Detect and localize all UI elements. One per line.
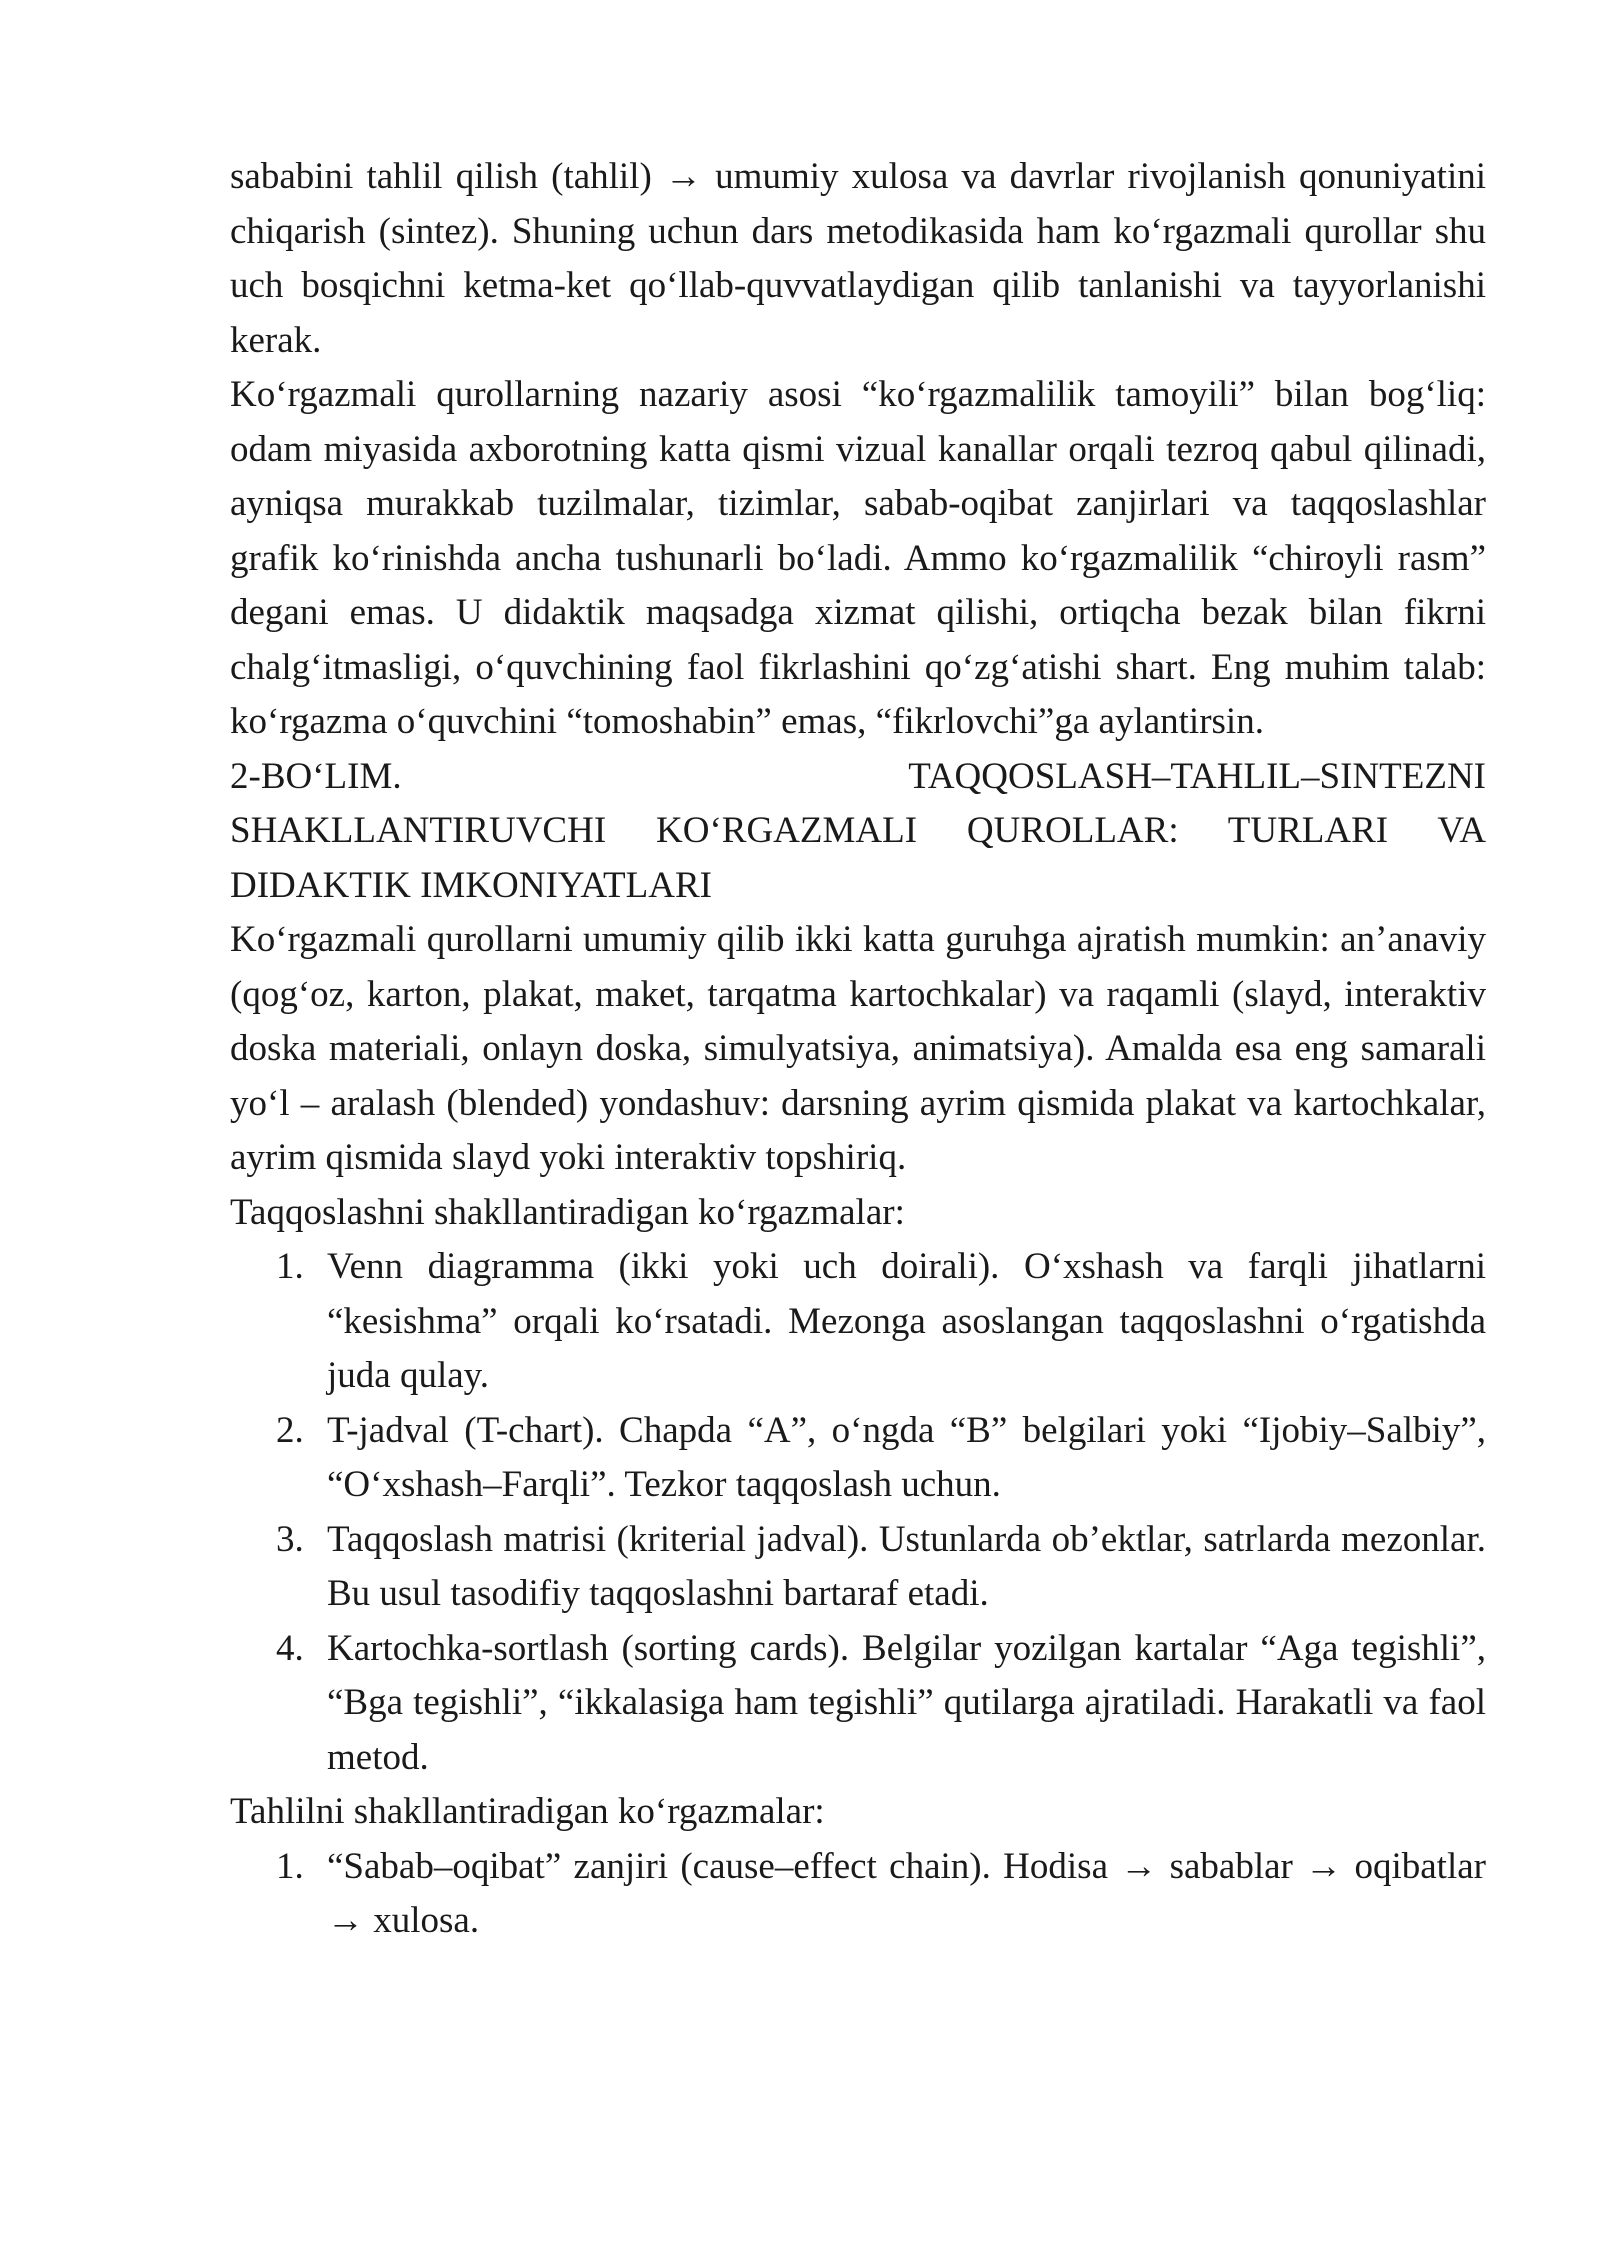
list-item-number: 4. xyxy=(276,1627,304,1669)
list-item xyxy=(230,1513,1486,1622)
section-heading-first-line xyxy=(230,750,1486,805)
comparison-list xyxy=(230,1240,1486,1785)
document-page xyxy=(230,150,1486,1949)
list-item-number: 1. xyxy=(276,1845,304,1887)
section-label: 2-BO‘LIM. xyxy=(230,755,402,797)
list-item-number: 2. xyxy=(276,1409,304,1451)
list-item xyxy=(230,1840,1486,1949)
list-item xyxy=(230,1240,1486,1404)
groups-paragraph: Ko‘rgazmali qurollarni umumiy qilib ikki katta guruhga ajratish mumkin: an’anaviy (qog‘oz, karton, plakat, maket, tarqatma kartochkalar) va raqamli (slayd, interaktiv doska materiali, onlayn doska, simulyatsiya, animatsiya). Amalda esa eng samarali yo‘l – aralash (blended) yondashuv: darsning ayrim qismida plakat va kartochkalar, ayrim qismida slayd yoki interaktiv topshiriq. xyxy=(230,919,1486,1178)
section-title-start: TAQQOSLASH–TAHLIL–SINTEZNI xyxy=(908,755,1486,797)
theory-paragraph: Ko‘rgazmali qurollarning nazariy asosi “ko‘rgazmalilik tamoyili” bilan bog‘liq: odam miyasida axborotning katta qismi vizual kanallar orqali tezroq qabul qilinadi, ayniqsa murakkab tuzilmalar, tizimlar, sabab-oqibat zanjirlari va taqqoslashlar grafik ko‘rinishda ancha tushunarli bo‘ladi. Ammo ko‘rgazmalilik “chiroyli rasm” degani emas. U didaktik maqsadga xizmat qilishi, ortiqcha bezak bilan fikrni chalg‘itmasligi, o‘quvchining faol fikrlashini qo‘zg‘atishi shart. Eng muhim talab: ko‘rgazma o‘quvchini “tomoshabin” emas, “fikrlovchi”ga aylantirsin. xyxy=(230,374,1486,742)
list-item-text: T-jadval (T-chart). Chapda “A”, o‘ngda “B” belgilari yoki “Ijobiy–Salbiy”, “O‘xshash–Farqli”. Tezkor taqqoslash uchun. xyxy=(327,1409,1486,1505)
list-item-text: Kartochka-sortlash (sorting cards). Belgilar yozilgan kartalar “Aga tegishli”, “Bga tegishli”, “ikkalasiga ham tegishli” qutilarga ajratiladi. Harakatli va faol metod. xyxy=(327,1627,1486,1778)
list-item-text: Taqqoslash matrisi (kriterial jadval). Ustunlarda ob’ektlar, satrlarda mezonlar. Bu usul tasodifiy taqqoslashni bartaraf etadi. xyxy=(327,1518,1486,1614)
list-item-number: 3. xyxy=(276,1518,304,1560)
list-item-number: 1. xyxy=(276,1246,304,1287)
comparison-heading: Taqqoslashni shakllantiradigan ko‘rgazmalar: xyxy=(230,1191,905,1233)
list-item xyxy=(230,1622,1486,1786)
list-item-text: Venn diagramma (ikki yoki uch doirali). O‘xshash va farqli jihatlarni “kesishma” orqali ko‘rsatadi. Mezonga asoslangan taqqoslashni o‘rgatishda juda qulay. xyxy=(327,1246,1486,1396)
analysis-list xyxy=(230,1840,1486,1949)
intro-paragraph: sababini tahlil qilish (tahlil) → umumiy xulosa va davrlar rivojlanish qonuniyatini chiqarish (sintez). Shuning uchun dars metodikasida ham ko‘rgazmali qurollar shu uch bosqichni ketma-ket qo‘llab-quvvatlaydigan qilib tanlanishi va tayyorlanishi kerak. xyxy=(230,156,1486,361)
list-item xyxy=(230,1404,1486,1513)
list-item-text: “Sabab–oqibat” zanjiri (cause–effect chain). Hodisa → sabablar → oqibatlar → xulosa. xyxy=(327,1845,1486,1941)
analysis-heading: Tahlilni shakllantiradigan ko‘rgazmalar: xyxy=(230,1791,825,1832)
section-heading xyxy=(230,750,1486,914)
section-title-rest: SHAKLLANTIRUVCHI KO‘RGAZMALI QUROLLAR: TURLARI VA DIDAKTIK IMKONIYATLARI xyxy=(230,810,1486,906)
